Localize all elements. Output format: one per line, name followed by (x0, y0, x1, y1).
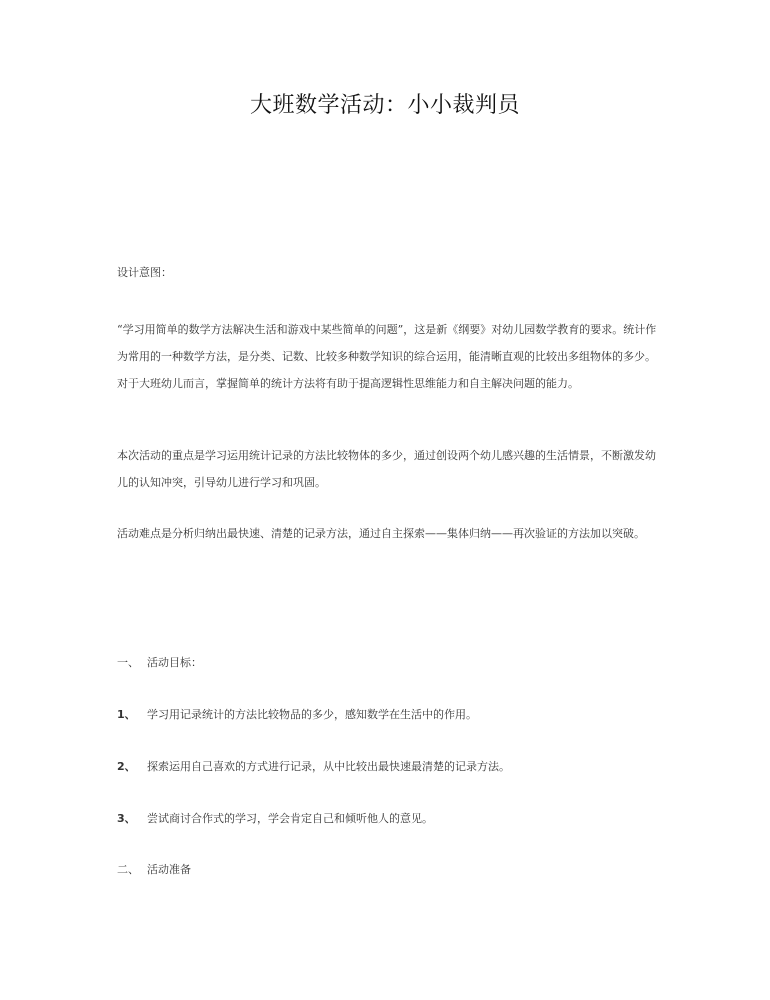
goal-number: 1、 (117, 708, 136, 721)
design-intent-label: 设计意图： (117, 266, 172, 279)
section-number: 一、 (117, 656, 139, 669)
goal-number: 3、 (117, 812, 136, 825)
goal-text: 学习用记录统计的方法比较物品的多少，感知数学在生活中的作用。 (147, 708, 477, 721)
goal-item (117, 810, 677, 828)
section-heading-goals (117, 654, 677, 672)
document-title: 大班数学活动：小小裁判员 (249, 93, 520, 118)
section-number: 二、 (117, 863, 139, 876)
section-heading-text: 活动目标： (147, 656, 202, 669)
goal-item (117, 706, 677, 724)
section-heading-preparation (117, 861, 677, 879)
paragraph-key-point: 本次活动的重点是学习运用统计记录的方法比较物体的多少，通过创设两个幼儿感兴趣的生活情景，不断激发幼儿的认知冲突，引导幼儿进行学习和巩固。 (117, 449, 656, 489)
paragraph-difficulty: 活动难点是分析归纳出最快速、清楚的记录方法，通过自主探索——集体归纳——再次验证的方法加以突破。 (117, 527, 645, 540)
section-heading-text: 活动准备 (147, 863, 191, 876)
goal-text: 探索运用自己喜欢的方式进行记录，从中比较出最快速最清楚的记录方法。 (147, 760, 510, 773)
paragraph-intent: “学习用简单的数学方法解决生活和游戏中某些简单的问题”，这是新《纲要》对幼儿园数学教育的要求。统计作为常用的一种数学方法，是分类、记数、比较多种数学知识的综合运用，能清晰直观的比较出多组物体的多少。对于大班幼儿而言，掌握简单的统计方法将有助于提高逻辑性思维能力和自主解决问题的能力。 (117, 323, 657, 390)
goal-item (117, 758, 677, 776)
goal-text: 尝试商讨合作式的学习，学会肯定自己和倾听他人的意见。 (147, 812, 433, 825)
goal-number: 2、 (117, 760, 136, 773)
